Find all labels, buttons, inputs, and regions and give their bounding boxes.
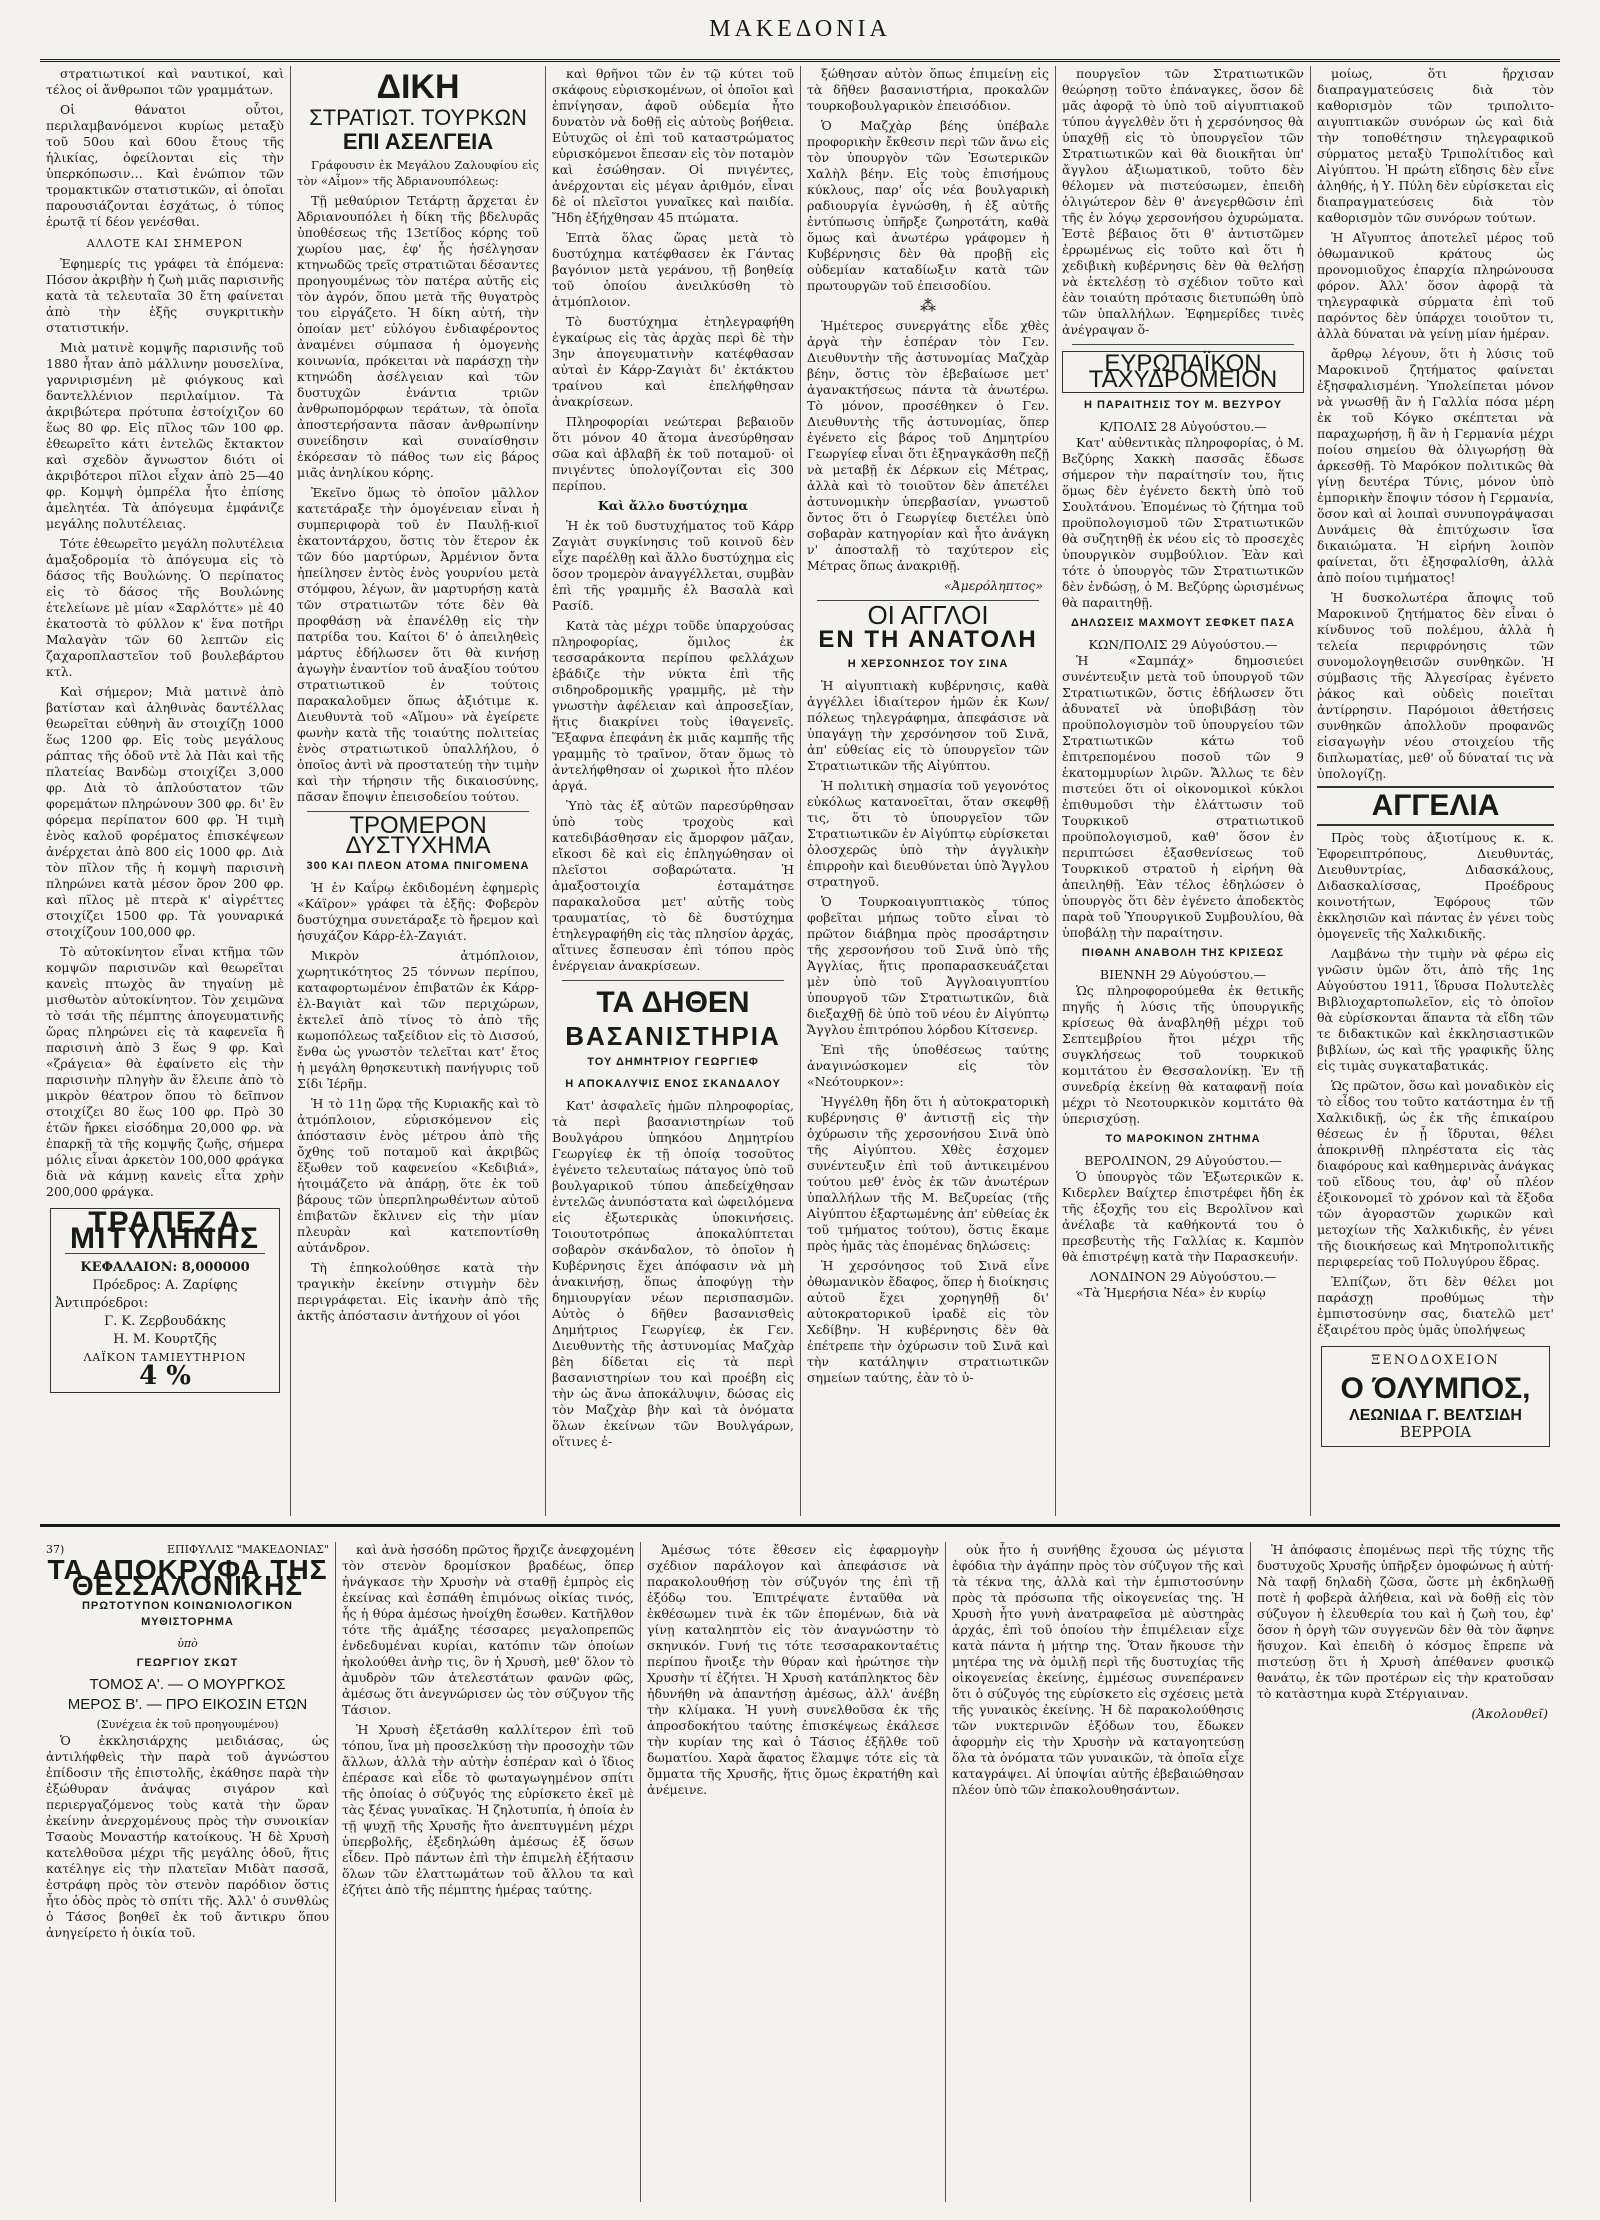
subheading: ΤΟ ΜΑΡΟΚΙΝΟΝ ΖΗΤΗΜΑ bbox=[1105, 1133, 1261, 1145]
subheading: Η ΠΑΡΑΙΤΗΣΙΣ ΤΟΥ Μ. ΒΕΖΥΡΟΥ bbox=[1083, 399, 1283, 411]
feuilleton-column-5 bbox=[1250, 1542, 1560, 2202]
paragraph: Ἡ χερσόνησος τοῦ Σινᾶ εἶνε ὀθωμανικὸν ἔδαφος, ὅπερ ἡ διοίκησις αὐτοῦ ἔχει χορηγηθῇ δι' αὐτοκρατορικοῦ ἰραδὲ εἰς τὸν Χεδίβην. Ἡ κυβέρνησις δὲν θὰ ἐπέτρεπε τὴν ὀχύρωσιν τοῦ Σινᾶ καὶ τὴν κατάληψιν στρατιωτικῶν σημείων ταύτης, ἐὰν τὸ ὑ- bbox=[807, 1258, 1049, 1386]
paragraph: Ἡ ἐκ τοῦ δυστυχήματος τοῦ Κάρρ Ζαγιὰτ συγκίνησις τοῦ κοινοῦ δὲν εἶχε παρέλθῃ καὶ ἄλλο δυστύχημα εἰς ὅσον τρομερὸν ἀναγγέλλεται, συμβὰν ἐπὶ τῆς γραμμῆς ἐλ Βασαλὰ καὶ Ρασίδ. bbox=[552, 518, 794, 613]
paragraph: οὐκ ἦτο ἡ συνήθης ἔχουσα ὡς μέγιστα ἐφόδια τὴν ἀγάπην πρὸς τὸν σύζυγον τῆς καὶ τὰ τέκνα της, ἀλλὰ καὶ τὴν ἐμπιστοσύνην πρὸς τὰ πρόσωπα τῆς οἰκογενείας της. Ἡ Χρυσὴ ἦτο γυνὴ ἀνατραφεῖσα μὲ αὐστηρὰς ἀρχάς, ἐπὶ τοῦ ὁποίου τὴν ἐπιμέλειαν εἶχε κατὰ πάντα ἡ μήτηρ της. Ὅταν ἤκουσε τὴν μητέρα της νὰ ὁμιλῇ περὶ τῆς δυστυχίας τῆς οἰκογενείας ἐκείνης, ἐμμέσως συνεπέρανεν ὅτι ὁ σύζυγός της εὑρίσκετο εἰς σχέσεις μετὰ τῆς γυναικὸς ἐκείνης. Ἡ δὲ παρακολούθησις τῶν νυκτερινῶν ἐξόδων του, ἔδωκεν ἀφορμὴν εἰς τὴν Χρυσὴν νὰ καταγοητεύσῃ ὅλα τὰ ὀνόματα τῶν γυναικῶν, τὰ ὁποῖα εἶχε καταγράψει. Αἱ ὑποψίαι αὐτῆς ἐβεβαιώθησαν πλέον ὑπὸ τῶν ἐπακολουθησάντων. bbox=[952, 1542, 1244, 1797]
paragraph: Ὁ Μαζχὰρ βέης ὑπέβαλε προφορικὴν ἔκθεσιν περὶ τῶν ἄνω εἰς τὸν ὑπουργὸν τῶν Ἐσωτερικῶν Χαλὴλ βέην. Εἰς τοὺς ἐπισήμους κύκλους, παρ' οἷς νέα βουλγαρικὴ ραδιουργία ἐγνώσθη, ἡ ἐξ αὐτῆς ἐντύπωσις ὑπῆρξε ζωηροτάτη, καθὰ ὅμως καὶ ἀνωτέρω γράφομεν ἡ Κυβέρνησις δὲν θὰ προβῇ εἰς οὐδεμίαν καταδίωξιν κατὰ τῶν πρωτουργῶν τοῦ ἐπεισοδίου. bbox=[807, 118, 1049, 293]
paragraph: Ἡ δυσκολωτέρα ἄποψις τοῦ Μαροκινοῦ ζητήματος δὲν εἶναι ὁ κίνδυνος τοῦ πολέμου, ἀλλὰ ἡ τελεία περιφρόνησις τῶν συνομολογηθεισῶν συνθηκῶν. Ἡ σύμβασις τῆς Ἀλγεσίρας ἐγένετο ῥάκος καὶ οὐδεὶς ποιεῖται ἀντίρρησιν. Παρόμοιοι ἀθετήσεις συνθηκῶν ἀπολλοῦν προφανῶς εἰσαγωγὴν νέου στοιχείου τῆς διπλωματίας, μεθ' οὗ δύναταί τις νὰ ὑπολογίζῃ. bbox=[1317, 590, 1554, 781]
paragraph: Μιὰ ματινὲ κομψῆς παρισινῆς τοῦ 1880 ἦταν ἀπὸ μάλλινην μουσελίνα, γαρνιρισμένη μὲ φιόγκους καὶ δαντελλένιον περιλαίμιον. Τὰ ἀκριβώτερα πρότυπα ἐστοίχιζον 60 ἕως 80 φρ. Εἰς πῖλος τῶν 100 φρ. ἐθεωρεῖτο κάτι ἐντελῶς ἔκτακτον καὶ σχεδὸν ἄγνωστον διότι οἱ ἀκριβότεροι πῖλοι εἶχαν ἀπὸ 25—40 φρ. Κομψὴ ὀμπρέλα ἦτο ἐπίσης ἀμελητέα. Τὰ ἀπόγευμα ἐμφάνιζε μεγάλης πολυτέλειας. bbox=[46, 340, 284, 531]
paragraph: στρατιωτικοί καὶ ναυτικοί, καὶ τέλος οἱ ἄνθρωποι τῶν γραμμάτων. bbox=[46, 66, 284, 97]
paragraph: Κατὰ τὰς μέχρι τοῦδε ὑπαρχούσας πληροφορίας, ὅμιλος ἐκ τεσσαράκοντα περίπου φελλάχων ἐβάδιζε τὴν νύκτα ἐπὶ τῆς σιδηροδρομικῆς γραμμῆς, μὲ τὴν γνωστὴν ἀφέλειαν καὶ ἀπροσεξίαν, ἥτις διακρίνει τοὺς ἰθαγενεῖς. Ἔξαφνα ἐπεφάνη ἐκ μιᾶς καμπῆς τῆς γραμμῆς τὸ τραῖνον, ὅταν ὅμως τὸ ἀντελήφθησαν οἱ χωρικοὶ ἦτο πλέον ἀργά. bbox=[552, 618, 794, 793]
section-divider bbox=[40, 1524, 1560, 1527]
novel-subtitle: ΠΡΩΤΟΤΥΠΟΝ ΚΟΙΝΩΝΙΟΛΟΓΙΚΟΝ ΜΥΘΙΣΤΟΡΗΜΑ bbox=[81, 1600, 293, 1628]
headline: ΟΙ ΑΓΓΛΟΙ bbox=[867, 600, 989, 630]
dateline: ΚΩΝ/ΠΟΛΙΣ 29 Αὐγούστου.— bbox=[1088, 637, 1278, 652]
headline: ΕΠΙ ΑΣΕΛΓΕΙΑ bbox=[342, 128, 494, 154]
dateline: ΛΟΝΔΙΝΟΝ 29 Αὐγούστου.— bbox=[1089, 1269, 1277, 1284]
signature: «Ἀμερόληπτος» bbox=[943, 578, 1043, 593]
paragraph: Ἡ αἰγυπτιακὴ κυβέρνησις, καθὰ ἀγγέλλει ἰδιαίτερον ἡμῶν ἐκ Κων/πόλεως τηλεγράφημα, ἀπεφάσισε νὰ ὑπαγάγῃ τὴν χερσόνησον τοῦ Σινᾶ, ἀπ' εὐθείας εἰς τὸ ὑπουργεῖον τῶν Στρατιωτικῶν τῆς Αἰγύπτου. bbox=[807, 678, 1049, 774]
paragraph: καὶ θρῆνοι τῶν ἐν τῷ κύτει τοῦ σκάφους εὑρισκομένων, οἱ ὁποῖοι καὶ ἐπνίγησαν, ἀφοῦ οὐδεμία ἦτο δυνατὸν νὰ δοθῇ εἰς αὐτοὺς βοήθεια. Εὐτυχῶς οἱ ἐπὶ τοῦ καταστρώματος εὑρισκόμενοι ἔπεσαν εἰς τὸν ποταμὸν καὶ ἐσώθησαν. Οἱ πνιγέντες, ἀνέρχονται εἰς μέγαν ἀριθμόν, εἶναι δὲ οἱ πλεῖστοι γυναῖκες καὶ παιδία. Ἤδη ἐξήχθησαν 45 πτώματα. bbox=[552, 66, 794, 225]
dateline: ΒΙΕΝΝΗ 29 Αὐγούστου.— bbox=[1099, 967, 1267, 982]
hotel-name: Ο ΌΛΥΜΠΟΣ, bbox=[1340, 1371, 1531, 1405]
feuilleton-section bbox=[40, 1542, 1560, 2202]
headline: ΣΤΡΑΤΙΩΤ. ΤΟΥΡΚΩΝ bbox=[309, 104, 527, 130]
novel-by: ὑπὸ bbox=[177, 1637, 198, 1650]
bank-capital: ΚΕΦΑΛΑΙΟΝ: 8,000000 bbox=[80, 1260, 250, 1275]
subheading: 300 ΚΑΙ ΠΛΕΟΝ ΑΤΟΜΑ ΠΝΙΓΟΜΕΝΑ bbox=[306, 859, 530, 872]
column-5 bbox=[1055, 66, 1310, 1516]
subheading: ΤΟΥ ΔΗΜΗΤΡΙΟΥ ΓΕΩΡΓΙΕΦ bbox=[587, 1055, 759, 1068]
paragraph: μοίως, ὅτι ἤρχισαν διαπραγματεύσεις διὰ τὸν καθορισμὸν τῶν τριπολιτο-αιγυπτιακῶν συνόρων ὡς καὶ διὰ τὴν τοποθέτησιν τηλεγραφικοῦ σύρματος μεταξὺ Τριπολίτιδος καὶ Αἰγύπτου. Ἡ πρώτη εἴδησις δὲν εἶνε ἀληθής, ἡ Υ. Πύλη δὲν εὑρίσκεται εἰς διαπραγματεύσεις διὰ τὸν καθορισμὸν τῶν συνόρων τούτων. bbox=[1317, 66, 1554, 225]
paragraph: Μικρὸν ἀτμόπλοιον, χωρητικότητος 25 τόννων περίπου, καταφορτωμένον ἐπιβατῶν ἐκ Κάρρ-ἐλ-Βαγιὰτ καὶ τῶν περιχώρων, ἐκτελεῖ ἀπὸ τίνος τὸ ἀπὸ τῆς κωμοπόλεως ταξείδιον εἰς τὸ Δισσού, ἔνθα ὡς γνωστὸν τελεῖται κατ' ἔτος ἡ μεγάλη θρησκευτικὴ πανήγυρις τοῦ Σίδι Ἰέρῆμ. bbox=[297, 947, 539, 1091]
subheading: Η ΧΕΡΣΟΝΗΣΟΣ ΤΟΥ ΣΙΝΑ bbox=[847, 658, 1009, 671]
headline: ΤΡΟΜΕΡΟΝ bbox=[349, 811, 487, 839]
paragraph: Ὁ Τουρκοαιγυπτιακὸς τύπος φοβεῖται μήπως τοῦτο εἶναι τὸ πρῶτον διάβημα πρὸς προσάρτησιν τῆς χερσονήσου τοῦ Σινᾶ ὑπὸ τῆς Ἀγγλίας, ἥτις προπαρασκευάζεται μὲν ὑπὸ τοῦ Ἀγγλοαιγυπτίου ὑπουργοῦ τῶν Στρατιωτικῶν, διὰ διεξαχθῇ δὲ ὑπὸ τοῦ νέου ἐν Αἰγύπτῳ Ἄγγλου ἐπιτρόπου λόρδου Κίτσενερ. bbox=[807, 894, 1049, 1038]
paragraph: Λαμβάνω τὴν τιμὴν νὰ φέρω εἰς γνῶσιν ὑμῶν ὅτι, ἀπὸ τῆς 1ης Αὐγούστου 1911, ἵδρυσα Πολυτελὲς Βιβλιοχαρτοπωλεῖον, εἰς τὸ ὁποῖον θὰ εὑρίσκονται ἅπαντα τὰ εἴδη τῶν τε διδακτικῶν καὶ ἐκκλησιαστικῶν βιβλίων, ὡς καὶ τῆς γραφικῆς ὕλης εἰς τιμὰς συγκαταβατικάς. bbox=[1317, 945, 1554, 1073]
paragraph: Ἡ ἀπόφασις ἐπομένως περὶ τῆς τύχης τῆς δυστυχοῦς Χρυσῆς ὑπῆρξεν ὁμοφώνως ἡ αὐτή· Νὰ ταφῇ δηλαδὴ ζῶσα, ὥστε μὴ ἐκδηλωθῇ ποτὲ ἡ φοβερὰ ἀλήθεια, καὶ νὰ δοθῇ εἰς τὸν σύζυγον ἡ ἐλευθερία του καὶ ἡ ζωὴ του, ἐφ' ὅσον ἡ ὀργὴ τῶν συγγενῶν δὲν θὰ τὸν ἄφηνε ἥσυχον. Καὶ ἐπειδὴ ὁ κόσμος ἔπρεπε νὰ πιστεύσῃ ὅτι ἡ Χρυσὴ ἀπέθανεν φυσικῷ θανάτῳ, ἐκ τῶν προτέρων εἰς τὴν κρατοῦσαν τὸ κατὰστημα κυρὰ Στέργιαιναν. bbox=[1257, 1542, 1554, 1701]
paragraph: Ὡς πληροφορούμεθα ἐκ θετικῆς πηγῆς ἡ λύσις τῆς ὑπουργικῆς κρίσεως θὰ ἀναβληθῇ μέχρι τοῦ Σεπτεμβρίου ἤτοι μέχρι τῆς συγκλήσεως τοῦ τουρκικοῦ κομιτάτου ἐν Θεσσαλονίκῃ. Ἐν τῇ συνεδρίᾳ ἐκείνῃ θὰ καταφανῇ ποία μέχρι τὸ Νεοτουρκικὸν κομιτάτο θὰ ὑπερισχύσῃ. bbox=[1062, 983, 1304, 1126]
headline: ΑΓΓΕΛΙΑ bbox=[1317, 786, 1554, 826]
hotel-advertisement bbox=[1321, 1346, 1550, 1448]
hotel-label: ΞΕΝΟΔΟΧΕΙΟΝ bbox=[1371, 1352, 1500, 1368]
headline: ΕΥΡΩΠΑΪΚΟΝ ΤΑΧΥΔΡΟΜΕΙΟΝ bbox=[1062, 351, 1304, 393]
feuilleton-number: 37) bbox=[46, 1543, 65, 1556]
hotel-city: ΒΕΡΡΟΙΑ bbox=[1399, 1423, 1472, 1441]
paragraph: Γράφουσιν ἐκ Μεγάλου Ζαλουφίου εἰς τὸν «Αἶμον» τῆς Ἀδριανουπόλεως: bbox=[297, 157, 539, 188]
paragraph: Πρὸς τοὺς ἀξιοτίμους κ. κ. Ἐφορειπτρόπους, Διευθυντάς, Διευθυντρίας, Διδασκάλους, Διδασκαλίσσας, Προέδρους κοινοτήτων, Ἐφόρους τῶν ἐκκλησιῶν καὶ πάντας ἐν γένει τοὺς ὁμογενεῖς τῆς Χαλκιδικῆς. bbox=[1317, 829, 1554, 941]
paragraph: Κατ' ἀσφαλεῖς ἡμῶν πληροφορίας, τὰ περὶ βασανιστηρίων τοῦ Βουλγάρου ὑπηκόου Δημητρίου Γεωργίεφ ἐκ τῇ ὁποίᾳ τοσοῦτος ἐγένετο τελευταίως πάταγος ὑπὸ τοῦ βουλγαρικοῦ τύπου ἀπεδείχθησαν ἐντελῶς ἀνυπόστατα καὶ ὠφειλόμενα εἰς ἐξωτερικὰς ὑποκινήσεις. Τοιουτοτρόπως ἀποκαλύπτεται σοβαρὸν σκάνδαλον, τὸ ὁποῖον ἡ Κυβέρνησις ἔχει ἀπόφασιν νὰ μὴ ἀνακινήσῃ, ὅπως ἀποφύγῃ τὴν δημιουργίαν νέων περισπασμῶν. Αὐτὸς ὁ δῆθεν βασανισθεὶς Δημήτριος Γεωργίεφ, ἐκ Γεν. Διευθυντὴς τῆς ἀστυνομίας Μαζχὰρ βὲη δίδεται εἰς τὰ περὶ βασανιστηρίων του καὶ προέβη εἰς τὴν ὡς ἄνω ἀποκάλυψιν, δώσας εἰς τὸν Μαζχὰρ βὴν καὶ τὰ ὀνόματα ὅλων ἐκείνων τῶν Βουλγάρων, οἵτινες ἐ- bbox=[552, 1097, 794, 1449]
paragraph: Τὴ ἐπηκολούθησε κατὰ τὴν τραγικὴν ἐκείνην στιγμὴν δὲν περιγράφεται. Εἰς ἱκανὴν ἀπὸ τῆς ἀκτῆς ἀπόστασιν ἀντήχουν οἱ γόοι bbox=[297, 1259, 539, 1323]
paragraph: Κατ' αὐθεντικὰς πληροφορίας, ὁ Μ. Βεζύρης Χακκὴ πασσᾶς ἔδωσε σήμερον τὴν παραίτησίν του, ἥτις ὅμως δὲν ἐγένετο δεκτὴ ὑπὸ τοῦ Σουλτάνου. Ἐπομένως τὸ ζήτημα τοῦ προϋπολογισμοῦ τῶν Στρατιωτικῶν θὰ συζητηθῇ ἐκ νέου εἰς τὸ προσεχὲς ὑπουργικὸν συμβούλιον. Ἐὰν καὶ τότε ὁ ὑπουργὸς τῶν Στρατιωτικῶν δὲν ἐνδώσῃ, ὁ Μ. Βεζύρης ὡρισμένως θὰ παραιτηθῇ. bbox=[1062, 435, 1304, 610]
column-6 bbox=[1310, 66, 1560, 1516]
headline: ΤΑ ΔΗΘΕΝ bbox=[596, 986, 750, 1019]
paragraph: Ἡμέτερος συνεργάτης εἶδε χθὲς ἀργὰ τὴν ἑσπέραν τὸν Γεν. Διευθυντὴν τῆς ἀστυνομίας Μαζχὰρ βέην, ὅστις τὸν ἐβεβαίωσε μετ' ἀγανακτήσεως πάντα τὰ ἀνωτέρω. Τὸ μόνον, προσέθηκεν ὁ Γεν. Διευθυντὴς τῆς ἀστυνομίας, ὅπερ ἐγένετο εἰς βάρος τοῦ Δημητρίου Γεωργίεφ εἶναι ὅτι ἐξηναγκάσθη πεζῇ νὰ μεταβῇ ἐκ Δέρκων εἰς Μέτρας, ἀλλὰ καὶ τὸ τοιοῦτον δὲν ἀπετέλει ἀστυνομικὴν ὑπερβασίαν, γνωστοῦ ὄντος ὅτι ὁ Γεωργίεφ διετέλει ὑπὸ σοβαρὰν κατηγορίαν καὶ ἦτο ἀνάγκη ν' ἀποσταλῇ τὸ ταχύτερον εἰς Μέτρας ὅπως ἀνακριθῇ. bbox=[807, 318, 1049, 573]
interest-rate: 4 % bbox=[139, 1361, 191, 1391]
paragraph: Ἡ πολιτικὴ σημασία τοῦ γεγονότος εὐκόλως κατανοεῖται, ὅταν σκεφθῇ τις, ὅτι τὸ ὑπουργεῖον τῶν Στρατιωτικῶν ἐν Αἰγύπτῳ εὑρίσκεται ὁλοσχερῶς ὑπὸ τὴν ἀγγλικὴν ἐπιρροὴν καὶ διευθύνεται ὑπὸ Ἄγγλου στρατηγοῦ. bbox=[807, 778, 1049, 890]
paragraph: Ὑπὸ τὰς ἐξ αὐτῶν παρεσύρθησαν ὑπὸ τοὺς τροχοὺς καὶ κατεδιβάσθησαν εἰς ἄμορφον μᾶζαν, εἴκοσι δὲ καὶ εἰς ἐπληγώθησαν οἱ πλεῖστοι σοβαρώτατα. Ἡ ἁμαξοστοιχία ἐσταμάτησε παρακαλοῦσα μετ' αὐτῆς τοὺς τραυματίας, τὸ δὲ δυστύχημα ἐτηλεγραφήθη εἰς τὰς πλησίον ἀρχάς, αἵτινες ἔσπευσαν ἐπὶ τόπου πρὸς ἐνέργειαν ἀνακρίσεων. bbox=[552, 798, 794, 973]
bank-name: ΤΡΑΠΕΖΑ ΜΙΤΥΛΗΝΗΣ bbox=[70, 1206, 260, 1255]
paragraph: Ὡς πρῶτον, ὅσω καὶ μοναδικὸν εἰς τὸ εἶδος του τοῦτο κατάστημα ἐν τῇ Χαλκιδικῇ, ὡς ἐκ τῆς ἐπικαίρου θέσεως ἐν ᾗ ἵδρυται, θέλει ἀποκρινθῇ πληρέστατα εἰς τὰς διαφόρους καὶ καθημερινὰς ἀνάγκας τοῦ εἴδους του, ἀφ' οὗ πλέον ἐξοικονομεῖ τὸ χρόνον καὶ τὰ ἔξοδα τῶν ἀγοραστῶν χωρικῶν καὶ μετοχίων τῆς Χαλκιδικῆς, ἐν γένει τῆς διοικήσεως καὶ Μητροπολιτικῆς περιφερείας τοῦ Πολυγύρου ἕδρας. bbox=[1317, 1077, 1554, 1269]
paragraph: Ἀμέσως τότε ἔθεσεν εἰς ἐφαρμογὴν σχέδιον παράλογον καὶ ἀπεφάσισε νὰ παρακολουθήσῃ τὸν σύζυγόν της ἐπὶ τῇ ἐξόδῳ του. Ἐπιτρέψατε ἐνταῦθα νὰ ἐκθέσωμεν τινὰ ἐκ τῶν ἐπομένων, διὰ νὰ γίνῃ καταληπτὸν εἰς τὸν ἀναγνώστην τὸ σκηνικόν. Γυνή τις τότε τεσσαρακονταέτις περίπου ἤνοιξε τὴν θύραν καὶ ἠρώτησε τὴν Χρυσὴν τί ἐζήτει. Ἡ Χρυσὴ κατάπληκτος δὲν ἠδυνήθη νὰ ἀπαντήσῃ ἀμέσως, ἀλλ' ἀνέβη τὴν κλίμακα. Ἡ γυνὴ συνελθοῦσα ἐκ τῆς ἀπροσδοκήτου ταύτης ἐπισκέψεως ἐκάλεσε τὴν κυρίαν της καὶ ὁ Τάσιος ἐξῆλθε τοῦ δωματίου. Χαρὰ ἄφατος ἔλαμψε τότε εἰς τὰ ὄμματα τῆς Χρυσῆς, ἥτις ὅμως ἐκρατήθη καὶ ἀνέμεινε. bbox=[647, 1542, 939, 1797]
column-2 bbox=[290, 66, 545, 1516]
paragraph: Τὸ αὐτοκίνητον εἶναι κτῆμα τῶν κομψῶν παρισινῶν καὶ θεωρεῖται κανεὶς πτωχὸς ἂν τηγαίνῃ μὲ μισθωτὸν αὐτοκίνητον. Τὸν χειμῶνα τὸ τσάι τῆς πέμπτης ἀπογευματινῆς ὥρας πληρώνει εἰς τὰ καφενεῖα ἢ παρισινὴ ἀπὸ 3 ἕως 9 φρ. Καὶ «ζράγεια» θὰ ἐφαίνετο εἰς τὴν παρισινὴν πληγὴν ἂν ἔλειπε ἀπὸ τὸ μικρὸν θέατρον ὅπου τὸ δεῖπνον στοιχίζει 80 ἕως 100 φρ. Πρὸ 30 ἐτῶν ἤρκει εἰσόδημα 20,000 φρ. νὰ ἐπαρκῇ τὰ τῆς κομψῆς ζωῆς, σήμερα μόλις εἶναι ἀρκετὸν 100,000 φράγκα διὰ νὰ κάμνῃ κανεὶς εἶτα χρὴν 200,000 φράγκα. bbox=[46, 944, 284, 1199]
paragraph: Ἡ Αἴγυπτος ἀποτελεῖ μέρος τοῦ ὀθωμανικοῦ κράτους ὡς προνομιοῦχος ἐπαρχία πληρώνουσα φόρον. Ἀλλ' ὅσον ἀφορᾷ τὰ τηλεγραφικὰ σύρματα ἐπὶ τοῦ παρόντος δὲν ὑπάρχει τοιοῦτον τι, ἀλλὰ δύναται νὰ γείνῃ μίαν ἡμέραν. bbox=[1317, 230, 1554, 341]
paragraph: «Τὰ Ἡμερήσια Νέα» ἐν κυρίῳ bbox=[1076, 1285, 1266, 1300]
separator-stars: ⁂ bbox=[920, 296, 936, 315]
paragraph: πουργεῖον τῶν Στρατιωτικῶν θεώρησῃ τοῦτο ἐπάναγκες, ὅσον δὲ μᾶς ἀφορᾷ τὸ ὑπὸ τοῦ αἰγυπτιακοῦ τύπου ἀγγελθὲν ὅτι ἡ χερσόνησος θὰ ὑπαχθῇ εἰς τὸ ὑπουργεῖον τῶν Στρατιωτικῶν καὶ θὰ διοικῆται ὑπ' ἄγγλου ἀξιωματικοῦ, τοῦτο δὲν θέλομεν νὰ πιστεύσωμεν, ἐπειδὴ ὀλιγώτερον δὲν θ' ἀνεγερθῶσιν ἐπὶ τῆς ἐν λόγῳ χερσονήσου ὀχυρώματα. Ἐστὲ βέβαιος ὅτι θ' ἀντιστῶμεν ἐρρωμένως εἰς τοῦτο καὶ ὅτι ἡ χεδιβικὴ κυβέρνησις δὲν θὰ θελήσῃ νὰ ἐκτελέσῃ τὸ σχέδιον τοῦτο καὶ ἐὰν τοιαύτη πρότασις διετυπώθη ὑπὸ τῶν ὑπαλλήλων. Ἐφημερίδες τινὲς ἀνέγραψαν ὅ- bbox=[1062, 66, 1304, 337]
novel-part: ΜΕΡΟΣ Β'. — ΠΡΟ ΕΙΚΟΣΙΝ ΕΤΩΝ bbox=[67, 1696, 308, 1713]
headline: ΒΑΣΑΝΙΣΤΗΡΙΑ bbox=[565, 1020, 781, 1051]
dateline: Κ/ΠΟΛΙΣ 28 Αὐγούστου.— bbox=[1099, 419, 1267, 434]
paragraph: Ἠγγέλθη ἤδη ὅτι ἡ αὐτοκρατορικὴ κυβέρνησις θ' ἀντιστῇ εἰς τὴν ὀχύρωσιν τῆς χερσονήσου Σινᾶ ὑπὸ τῆς Αἰγύπτου. Χθὲς ἐσχομεν συνέντευξιν ἐπὶ τοῦ ἀντικειμένου τούτου μεθ' ἑνὸς ἐκ τῶν ἀνωτέρων ὑπαλλήλων τῆς Μ. Βεζυρείας (τῆς Αἰγύπτου ἐξαρτωμένης ἀπ' εὐθείας ἐκ τοῦ τμήματος τούτου), ὅστις ἔκαμε πρὸς ἡμᾶς τὰς ἑπομένας δηλώσεις: bbox=[807, 1094, 1049, 1254]
paragraph: καὶ ἀνὰ ἡσσόδη πρῶτος ἤρχιζε ἀνεφχομένη τὸν στενὸν δρομίσκον βραδέως, ὅπερ ἠνάγκασε τὴν Χρυσὴν νὰ σταθῇ ἐμπρὸς εἰς ἐκείνας καὶ ἐσπάθη ἐπιμόνως οἰκίας τινός, ἧς ἡ θύρα ἀμέσως ἠνοίχθη ἔσωθεν. Κατῆλθον τότε τῆς ἁμάξης τέσσαρες μεγαλοπρεπῶς ἐνδεδυμέναι κυρίαι, κατόπιν τῶν ὁποίων ἠκολούθει ἀνὴρ τις, ὃν ἡ Χρυσὴ, μεθ' ὅλον τὸ ἀμυδρὸν τῶν ἀτελεστάτων φανῶν φῶς, ἀμέσως ὅτι ἀνεγνώρισεν ὡς τὸν σύζυγον τῆς Τάσιον. bbox=[342, 1542, 634, 1717]
bank-vice-label: Ἀντιπρόεδροι: bbox=[55, 1296, 149, 1311]
paragraph: Ἐφημερίς τις γράφει τὰ ἑπόμενα: Πόσον ἀκριβὴν ἡ ζωὴ μιᾶς παρισινῆς κατὰ τὰ τελευταῖα 30 ἔτη φαίνεται ἀπὸ τὴν ἑξῆς συγκριτικὴν στατιστικήν. bbox=[46, 256, 284, 335]
paragraph: Τότε ἐθεωρεῖτο μεγάλη πολυτέλεια ἁμαξοδρομία τὸ ἀπόγευμα εἰς τὸ δάσος τῆς Βουλώνης. Ὁ περίπατος εἰς τὸ δάσος τῆς Βουλώνης ἐτελείωνε μὲ μίαν «Σαρλόττε» μὲ 40 ἑκατοστὰ τὸ φύλλον κ' ἕνα ποτῆρι Μαλαγὰν τῶν 60 λεπτῶν εἰς ζαχαροπλαστεῖον τοῦ βουλεβάρτου κτλ. bbox=[46, 536, 284, 679]
newspaper-title: ΜΑΚΕΔΟΝΙΑ bbox=[709, 16, 891, 42]
feuilleton-column-1 bbox=[40, 1542, 335, 2202]
masthead bbox=[40, 6, 1560, 62]
novel-tome: ΤΟΜΟΣ Α'. — Ο ΜΟΥΡΓΚΟΣ bbox=[89, 1676, 286, 1693]
column-4 bbox=[800, 66, 1055, 1516]
hotel-owner: ΛΕΩΝΙΔΑ Γ. ΒΕΛΤΣΙΔΗ bbox=[1349, 1407, 1522, 1424]
dateline: ΒΕΡΟΛΙΝΟΝ, 29 Αὐγούστου.— bbox=[1084, 1153, 1282, 1168]
subheading: ΠΙΘΑΝΗ ΑΝΑΒΟΛΗ ΤΗΣ ΚΡΙΣΕΩΣ bbox=[1081, 947, 1285, 959]
feuilleton-column-2 bbox=[335, 1542, 640, 2202]
paragraph: Ἐπὶ τῆς ὑποθέσεως ταύτης ἀναγινώσκομεν εἰς τὸν «Νεότουρκον»: bbox=[807, 1042, 1049, 1090]
novel-author: ΓΕΩΡΓΙΟΥ ΣΚΩΤ bbox=[136, 1657, 239, 1669]
column-3 bbox=[545, 66, 800, 1516]
subheading: Η ΑΠΟΚΑΛΥΨΙΣ ΕΝΟΣ ΣΚΑΝΔΑΛΟΥ bbox=[565, 1077, 781, 1090]
paragraph: Οἱ θάνατοι οὗτοι, περιλαμβανόμενοι κυρίως μεταξὺ τοῦ 50ου καὶ 60ου ἔτους τῆς ἡλικίας, ὀφείλονται εἰς τὴν ὑπερκόπωσιν… Καὶ ἐνώπιον τῶν τρομακτικῶν στατιστικῶν, αἱ ὁποῖαι παρουσιάζονται ἐσχάτως, ὁ τύπος ἐρωτᾷ τί δέον γενέσθαι. bbox=[46, 102, 284, 229]
upper-section bbox=[40, 66, 1560, 1516]
paragraph: Ἐλπίζων, ὅτι δὲν θέλει μοι παράσχῃ προθύμως τὴν ἐμπιστοσύνην σας, διατελῶ μετ' ἐξαιρέτου πρὸς ὑμᾶς ὑπολήψεως bbox=[1317, 1273, 1554, 1337]
paragraph: ξώθησαν αὐτὸν ὅπως ἐπιμείνῃ εἰς τὰ δῆθεν βασανιστήρια, προκαλῶν τουρκοβουλγαρικὸν ἐπεισόδιον. bbox=[807, 66, 1049, 113]
paragraph: Ὁ ὑπουργὸς τῶν Ἐξωτερικῶν κ. Κιδερλεν Βαίχτερ ἐπιστρέφει ἤδη ἐκ τῆς ἐξοχῆς του εἰς Βερολῖνον καὶ ἀνέλαβε τὰ καθήκοντά του ὁ πρεσβευτὴς τῆς Γαλλίας κ. Καμπὸν θὰ ἐπιστρέψῃ κατὰ τὴν Παρασκευήν. bbox=[1062, 1169, 1304, 1264]
subheading: ΔΗΛΩΣΕΙΣ ΜΑΧΜΟΥΤ ΣΕΦΚΕΤ ΠΑΣΑ bbox=[1070, 617, 1296, 629]
column-1 bbox=[40, 66, 290, 1516]
paragraph: Ἡ ἐν Καΐρῳ ἐκδιδομένη ἐφημερὶς «Κάϊρον» γράφει τὰ ἑξῆς: Φοβερὸν δυστύχημα συνετάραξε τὸ ἤρεμον καὶ ἡσυχάζον Κάρρ-ἐλ-Ζαγιάτ. bbox=[297, 879, 539, 943]
headline: ΔΙΚΗ bbox=[376, 68, 460, 106]
paragraph: Καὶ σήμερον; Μιὰ ματινὲ ἀπὸ βατίσταν καὶ ἀληθινὰς δαντέλλας θεωρεῖται εὐθηνὴ ἂν στοιχίζῃ 1000 ἕως 1200 φρ. Εἰς τοὺς μεγάλους ράπτας τῆς ὁδοῦ ντὲ λὰ Πὰι καὶ τῆς πλατείας Βανδὼμ στοιχίζει 3,000 φρ. Διὰ τὸ ἀπλούστατον τῶν φορεμάτων πληρώνουν 300 φρ. δι' ἓν φόρεμα περίπατον 600 φρ. Ἡ τιμὴ ἑνὸς καλοῦ φορέματος ἐπισκέψεων ἀνέρχεται ἀπὸ 800 εἰς 1000 φρ. Διὰ τὸν πῖλον τῆς ἡ κομψὴ παρισινὴ πληρώνει κατὰ μέσον ὅρον 200 φρ. καὶ πῖλος μὲ πτερὰ κ' αἰγρέττες στοιχίζει 1500 φρ. Τὰ γουναρικά στοιχίζουν 100,000 φρ. bbox=[46, 684, 284, 939]
paragraph: Πληροφορίαι νεώτεραι βεβαιοῦν ὅτι μόνον 40 ἄτομα ἀνεσύρθησαν σῶα καὶ ἀβλαβῆ ἐκ τοῦ ποταμοῦ· οἱ πνιγέντες ὑπολογίζονται εἰς 300 περίπου. bbox=[552, 414, 794, 493]
continuation-note: (Συνέχεια ἐκ τοῦ προηγουμένου) bbox=[96, 1718, 279, 1731]
paragraph: Ὁ ἐκκλησιάρχης μειδιάσας, ὡς ἀντιλήφθεὶς τὴν παρὰ τοῦ ἀγνώστου ἐπίδοσιν τῆς ἐπιστολῆς, ἐκάθησε παρὰ τὴν ἐξώθυραν ἀνάψας σιγάρον καὶ περιεργαζόμενος τοὺς κατὰ τὴν ὥραν ἐκείνην ἀνερχομένους πρὸς τὴν συνοικίαν Τσαοὺς Μοναστήρ κατοίκους. Ἡ δὲ Χρυσὴ κατελθοῦσα μέχρι τῆς μεγάλης ὁδοῦ, ἥτις κατέληγε εἰς τὴν πλατεῖαν Μιδὰτ πασσᾶ, ἐστράφη πρὸς τὸν στενὸν παρόδιον ὅστις ἦτο ὁδὸς πρὸς τὸ σπίτι τῆς. Ἀλλ' ὁ συνθλὼς ὁ Τάσος βοηθεῖ ἐκ τοῦ ἄντικρυ ὅπου ἀνηγείρετο ἡ ὀικία τοῦ. bbox=[46, 1733, 329, 1940]
paragraph: Ἡ Χρυσὴ ἐξετάσθη καλλίτερον ἐπὶ τοῦ τόπου, ἵνα μὴ προσελκύσῃ τὴν προσοχὴν τῶν ἄλλων, ἀλλὰ τὴν αὐτὴν ἑσπέραν καὶ ὁ ἴδιος ἐπέρασε καὶ εἶδε τὸ φωταγωγημένον σπίτι τῆς ὁποίας ὁ σύζυγός της εὑρίσκετο ἐκεῖ μὲ τὰς ξένας γυναῖκας. Ἡ ζηλοτυπία, ἡ ὁποία ἐν τῇ ψυχῇ τῆς Χρυσῆς ἤτο ἀνεπτυγμένη μέχρι ὑπερβολῆς, ἐξεδηλώθη ἀμέσως ἐξ ὅσων εἶδεν. Πρὸ πάντων ἐπὶ τὴν ἐπιμελὴ ἐξήτασιν ὅλων τῶν ἐλαττωμάτων τοῦ ἄλλου τα καὶ ἐζήτει ἀπὸ τῆς πέμπτης ἡμέρας ταύτης. bbox=[342, 1722, 634, 1897]
bank-advertisement bbox=[50, 1208, 280, 1393]
headline: ΕΝ ΤΗ ΑΝΑΤΟΛΗ bbox=[818, 626, 1038, 653]
subheading: Καὶ ἄλλο δυστύχημα bbox=[597, 498, 749, 513]
novel-title: ΤΑ ΑΠΟΚΡΥΦΑ ΤΗΣ ΘΕΣΣΑΛΟΝΙΚΗΣ bbox=[47, 1554, 328, 1601]
to-be-continued: (Ἀκολουθεῖ) bbox=[1471, 1706, 1548, 1721]
bank-president: Πρόεδρος: Α. Ζαρίφης bbox=[92, 1278, 238, 1293]
feuilleton-column-4 bbox=[945, 1542, 1250, 2202]
subheading: ΑΛΛΟΤΕ ΚΑΙ ΣΗΜΕΡΟΝ bbox=[86, 237, 244, 250]
feuilleton-column-3 bbox=[640, 1542, 945, 2202]
paragraph: ἄρθρῳ λέγουν, ὅτι ἡ λύσις τοῦ Μαροκινοῦ ζητήματος φαίνεται ἐξησφαλισμένη. Ὑπολείπεται μόνον νὰ γνωσθῇ ἂν ἡ Γαλλία πόσα μέρη ἐκ τοῦ Κόγκο σκέπτεται νὰ παραχωρήσῃ, ἢ ἂν ἡ Γερμανία μέχρι ποίου σημείου θὰ ὀλιγωρήσῃ θὰ ἀρκεσθῇ. Τὸ Μαρόκον πολιτικῶς θὰ γίνῃ δευτέρα Τύνις, μόνον ὑπὸ ἐμπορικὴν ἔποψιν τόσον ἡ Γερμανία, ὅσον καὶ αἱ λοιπαὶ συνυπογράψασαι Δυνάμεις θὰ ἐπιτύχωσιν ἴσα δικαιώματα. Ἡ εἰρήνη λοιπὸν φαίνεται, ὅτι ἐξησφαλίσθη, ἀλλὰ ἀπὸ ποίου τιμήματος! bbox=[1317, 346, 1554, 585]
bank-vp: Η. Μ. Κουρτζῆς bbox=[113, 1332, 217, 1347]
paragraph: Ἡ τὸ 11ῃ ὥρᾳ τῆς Κυριακῆς καὶ τὸ ἀτμόπλοιον, εὑρισκόμενον εἰς ἀπόστασιν ἑνὸς μέτρου ἀπὸ τῆς ὄχθης τοῦ ποταμοῦ καὶ ἀκριβῶς ἔξωθεν τοῦ καφενείου «Κεδιβιά», ἡτοιμάζετο νὰ ἀπάρῃ, ὅτε ἐκ τοῦ βάρους τῶν ὑπερπληρωθέντων αὐτοῦ ἐπιβατῶν ἔκλινεν εἰς τὴν μίαν πλευρὰν καὶ κατεποντίσθη αὐτάνδρον. bbox=[297, 1095, 539, 1255]
paragraph: Τὸ δυστύχημα ἐτηλεγραφήθη ἐγκαίρως εἰς τὰς ἀρχὰς περὶ δὲ τὴν 3ην ἀπογευματινὴν κατέφθασαν αὐταὶ ἐν Κάρρ-Ζαγιὰτ δι' ἐκτάκτου τραίνου καὶ ἐπελήφθησαν ἀνακρίσεων. bbox=[552, 314, 794, 409]
feuilleton-label: ΕΠΙΦΥΛΛΙΣ "ΜΑΚΕΔΟΝΙΑΣ" bbox=[167, 1543, 329, 1556]
masthead-rule bbox=[40, 59, 1560, 62]
paragraph: Ἡ «Σαμπάχ» δημοσιεύει συνέντευξιν μετὰ τοῦ ὑπουργοῦ τῶν Στρατιωτικῶν, ὅστις ἐδήλωσεν ὅτι ἀδυνατεῖ νὰ ὑποβιβάσῃ τὸν προϋπολογισμὸν τοῦ ὑπουργείου τῶν Στρατιωτικῶν κάτω τοῦ ἐπιτρεπομένου ποσοῦ τῶν 9 ἑκατομμυρίων λιρῶν. Ἄλλως τε δὲν πιστεύει ὅτι οἱ οἰκονομικοὶ κύκλοι ἐπιθυμοῦσι τὴν ἐλάττωσιν τοῦ Τουρκικοῦ στρατιωτικοῦ προϋπολογισμοῦ, καθ' ὅσον ἐν περιπτώσει ἐξασθενίσεως τοῦ Τουρκικοῦ στρατοῦ ἡ εἰρήνη θὰ ἀπειληθῇ. Ἐὰν τέλος ἐδηλώσεν ὁ ὑπουργὸς ὅτι δὲν ἐγένετο ἀποδεκτὸς παρὰ τοῦ Ὑπουργικοῦ Συμβουλίου, θὰ ὑποβάλῃ τὴν παραίτησιν. bbox=[1062, 653, 1304, 940]
paragraph: Ἐπτὰ ὅλας ὥρας μετὰ τὸ δυστύχημα κατέφθασεν ἐκ Γάντας βαγόνιον μετὰ γεράνου, τῇ βοηθείᾳ τοῦ ὁποίου ἀνειλκύσθη τὸ ἀτμόπλοιον. bbox=[552, 230, 794, 309]
paragraph: Τῇ μεθαύριον Τετάρτῃ ἄρχεται ἐν Ἀδριανουπόλει ἡ δίκη τῆς βδελυρᾶς ὑποθέσεως τῆς 13ετίδος κόρης τοῦ χωρίου μας, ἐφ' ἧς ἠσέλγησαν κτηνωδῶς τρεῖς στρατιῶται δέσαντες προηγουμένως τὸν πατέρα αὐτῆς εἰς τὸν ἀγρόν, ὅπου μετὰ τῆς θυγατρὸς του εἰργάζετο. Ἡ δίκη αὐτή, τὴν ὁποίαν μετ' εὐλόγου ἐνδιαφέροντος ἀναμένει σύμπασα ἡ ὁμογενὴς κοινωνία, πρόκειται νὰ παράσχῃ τὴν κτηνώδη ἀσέλγειαν καὶ τῶν δυστυχῶν ἐνάντια τριῶν ἀνθρωπομόρφων τεράτων, τὰ ὁποῖα ἀποστερήσαντα πᾶσαν ἀνθρωπίνην συνείδησιν καὶ συναίσθησιν ἐκόρεσαν τὸ πάθος των εἰς βάρος μιᾶς ἀνηλίκου κόρης. bbox=[297, 192, 539, 480]
paragraph: Ἐκεῖνο ὅμως τὸ ὁποῖον μᾶλλον κατετάραξε τὴν ὁμογένειαν εἶναι ἡ συμπεριφορὰ τοῦ ἐν Παυλῇ-κιοῖ ἑκατοντάρχου, ὅστις τὸν ἕτερον ἐκ τῶν δύο μαρτύρων, Ἀρμένιον ὄντα ἠπείλησεν ἐντὸς ἑνὸς γουρνίου μετὰ στόμφου, λέγων, ἂν μαρτυρήσῃ κατὰ τῶν στρατιωτῶν τότε δὲν θὰ προφθάσῃ νὰ ἐπανέλθῃ εἰς τὴν πατρίδα του. Καίτοι δ' ὁ ἀπειληθεὶς μάρτυς ἐδήλωσεν ὅτι θὰ κινήσῃ ἀγωγὴν ἐναντίον τοῦ ἀναξίου τούτου στρατιωτικοῦ ἐν τούτοις παρακαλοῦμεν ὅπως ἀξιότιμε κ. Διευθυντὰ τοῦ «Αἵμου» νὰ ἐγείρετε φωνὴν κατὰ τῆς τοιαύτης πολιτείας ἑνὸς στρατιωτικοῦ ὑπαλλήλου, ὁ ὁποῖος ἀντὶ νὰ προστατεύῃ τὴν τιμὴν καὶ τὴν τήρησιν τῆς δικαιοσύνης, πᾶσαν ἔποψιν ἐπεισοδείου τούτου. bbox=[297, 484, 539, 804]
savings-label: ΛΑΪΚΟΝ ΤΑΜΙΕΥΤΗΡΙΟΝ bbox=[83, 1351, 247, 1364]
headline: ΔΥΣΤΥΧΗΜΑ bbox=[345, 831, 491, 859]
bank-vp: Γ. Κ. Ζερβουδάκης bbox=[104, 1314, 226, 1329]
divider bbox=[562, 980, 784, 981]
divider bbox=[1072, 344, 1294, 345]
